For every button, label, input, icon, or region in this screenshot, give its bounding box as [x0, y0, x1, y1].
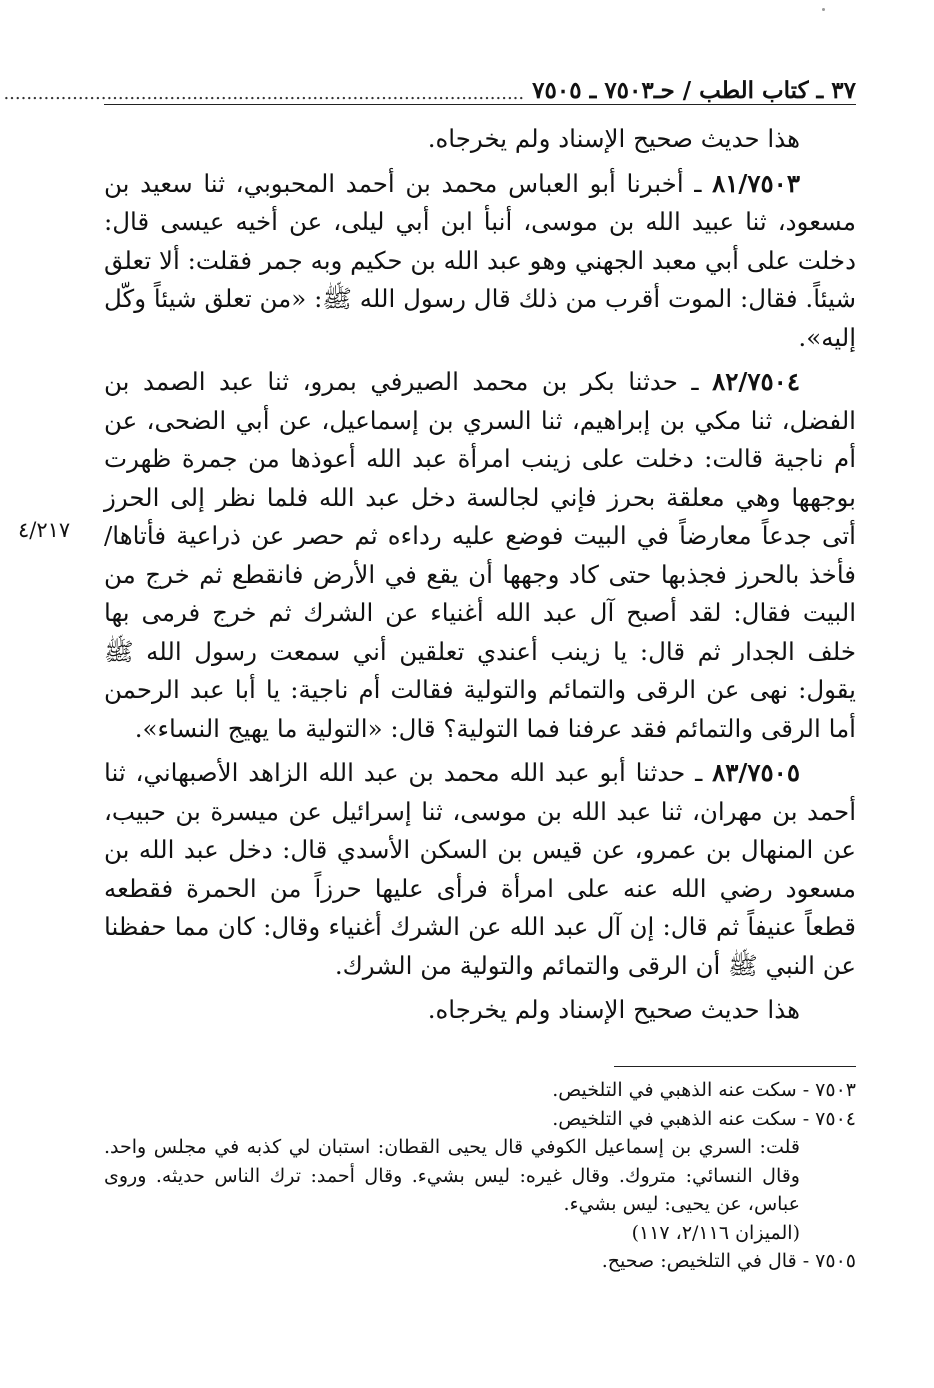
- hadith-text: ـ حدثنا أبو عبد الله محمد بن عبد الله الزاهد الأصبهاني، ثنا أحمد بن مهران، ثنا عبد الله بن موسى، ثنا إسرائيل عن ميسرة بن حبيب، عن المنهال بن عمرو، عن قيس بن السكن الأسدي قال: دخل عبد الله بن مسعود رضي الله عنه على امرأة فرأى عليها حرزاً من الحمرة فقطعه قطعاً عنيفاً ثم قال: إن آل عبد الله عن الشرك أغنياء وقال: كان مما حفظنا عن النبي ﷺ أن الرقى والتمائم والتولية من الشرك.: [104, 758, 856, 980]
- chapter-title: ٣٧ ـ كتاب الطب / حـ٧٥٠٣ ـ ٧٥٠٥: [532, 77, 856, 104]
- hadith-text: ـ أخبرنا أبو العباس محمد بن أحمد المحبوبي، ثنا سعيد بن مسعود، ثنا عبيد الله بن موسى، أنبأ ابن أبي ليلى، عن أخيه عيسى قال: دخلت على أبي معبد الجهني وهو عبد الله بن حكيم وبه جمر فقلت: ألا تعلق شيئاً. فقال: الموت أقرب من ذلك قال رسول الله ﷺ: «من تعلق شيئاً وكّل إليه».: [104, 168, 856, 352]
- footnote: ٧٥٠٣ - سكت عنه الذهبي في التلخيص.: [552, 1079, 856, 1101]
- hadith-text: ـ حدثنا بكر بن محمد الصيرفي بمرو، ثنا عبد الصمد بن الفضل، ثنا مكي بن إبراهيم، ثنا السري بن إسماعيل، عن أبي الضحى، عن أم ناجية قالت: دخلت على زينب امرأة عبد الله أعوذها من جمرة ظهرت بوجهها وهي معلقة بحرز فإني لجالسة دخل عبد الله فلما نظر إلى الحرز أتى جدعاً معارضاً في البيت فوضع عليه رداءه ثم حصر عن ذراعية فأتاها/فأخذ بالحرز فجذبها حتى كاد وجهها أن يقع في الأرض فانقطع ثم خرج من البيت فقال: لقد أصبح آل عبد الله أغنياء عن الشرك ثم خرج فرمى بها خلف الجدار ثم قال: يا زينب أعندي تعلقين أني سمعت رسول الله ﷺ يقول: نهى عن الرقى والتمائم والتولية فقالت أم ناجية: يا أبا عبد الرحمن أما الرقى والتمائم فقد عرفنا فما التولية؟ قال: «التولية ما يهيج النساء».: [104, 367, 856, 743]
- footnote-citation: (الميزان ٢/١١٦، ١١٧): [631, 1221, 800, 1244]
- scan-speck: [822, 8, 825, 11]
- hadith-number: ٨٣/٧٥٠٥: [712, 758, 800, 787]
- hadith-7504: [104, 363, 856, 748]
- hadith-number: ٨٢/٧٥٠٤: [712, 367, 800, 396]
- hadith-7505: [104, 754, 856, 985]
- closing-remark: هذا حديث صحيح الإسناد ولم يخرجاه.: [427, 995, 800, 1024]
- main-text: [104, 120, 856, 1036]
- footnotes: [104, 1076, 856, 1276]
- footnote: ٧٥٠٤ - سكت عنه الذهبي في التلخيص.: [552, 1107, 856, 1130]
- running-header: [3, 70, 856, 105]
- closing-remark: هذا حديث صحيح الإسناد ولم يخرجاه.: [427, 124, 800, 153]
- hadith-number: ٨١/٧٥٠٣: [712, 168, 800, 198]
- footnote-separator: [614, 1066, 856, 1067]
- footnote: ٧٥٠٥ - قال في التلخيص: صحيح.: [601, 1250, 856, 1272]
- leader-dots: ...........................................................................................: [3, 83, 525, 104]
- hadith-7503: [104, 165, 856, 358]
- footnote-comment: قلت: السري بن إسماعيل الكوفي قال يحيى القطان: استبان لي كذبه في مجلس واحد. وقال النسائي: متروك. وقال غيره: ليس بشيء. وقال أحمد: ترك الناس حديثه. وروى عباس، عن يحيى: ليس بشيء.: [104, 1136, 800, 1215]
- margin-page-reference: ٤/٢١٧: [18, 518, 71, 542]
